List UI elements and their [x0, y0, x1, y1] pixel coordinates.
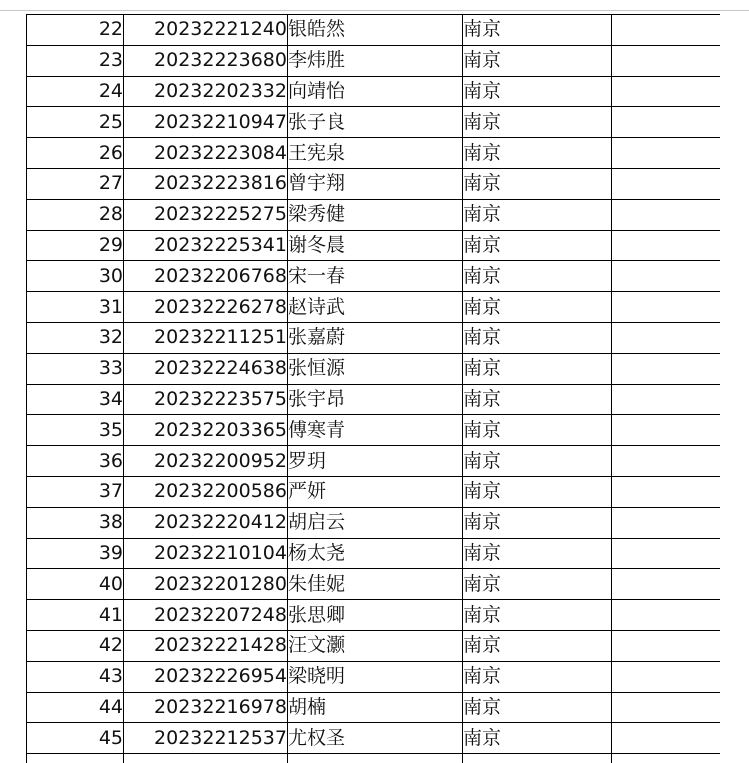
table-row	[27, 261, 721, 292]
student-name-cell: 张嘉蔚	[288, 322, 463, 353]
table-row	[27, 138, 721, 169]
city-cell: 南京	[463, 692, 612, 723]
table-row	[27, 45, 721, 76]
table-row	[27, 569, 721, 600]
city-cell: 南京	[463, 15, 612, 46]
student-id-cell: 20232212537	[124, 723, 288, 754]
student-name-cell: 王宪泉	[288, 138, 463, 169]
student-id-cell: 20232200586	[124, 476, 288, 507]
table-row	[27, 168, 721, 199]
row-number-cell: 28	[27, 199, 124, 230]
student-name-cell: 张子良	[288, 107, 463, 138]
student-name-cell: 杨太尧	[288, 538, 463, 569]
note-cell	[612, 15, 721, 46]
row-number-cell: 44	[27, 692, 124, 723]
student-id-cell: 20232223084	[124, 138, 288, 169]
row-number-cell: 24	[27, 76, 124, 107]
row-number-cell: 30	[27, 261, 124, 292]
student-id-cell: 20232223575	[124, 384, 288, 415]
city-cell: 南京	[463, 507, 612, 538]
city-cell: 南京	[463, 630, 612, 661]
city-cell: 南京	[463, 723, 612, 754]
note-cell	[612, 661, 721, 692]
note-cell	[612, 692, 721, 723]
empty-cell	[27, 754, 124, 763]
empty-cell	[288, 754, 463, 763]
table-row	[27, 107, 721, 138]
row-number-cell: 41	[27, 600, 124, 631]
student-id-cell: 20232223816	[124, 168, 288, 199]
student-id-cell: 20232221240	[124, 15, 288, 46]
page-top-rule	[0, 10, 749, 11]
table-row-partial	[27, 754, 721, 763]
row-number-cell: 38	[27, 507, 124, 538]
table-row	[27, 384, 721, 415]
student-name-cell: 胡楠	[288, 692, 463, 723]
student-name-cell: 尤权圣	[288, 723, 463, 754]
table-row	[27, 692, 721, 723]
document-page	[26, 14, 720, 763]
empty-cell	[463, 754, 612, 763]
student-name-cell: 曾宇翔	[288, 168, 463, 199]
note-cell	[612, 168, 721, 199]
table-row	[27, 723, 721, 754]
student-name-cell: 宋一春	[288, 261, 463, 292]
city-cell: 南京	[463, 230, 612, 261]
row-number-cell: 23	[27, 45, 124, 76]
table-row	[27, 507, 721, 538]
table-row	[27, 446, 721, 477]
student-id-cell: 20232225275	[124, 199, 288, 230]
student-id-cell: 20232202332	[124, 76, 288, 107]
note-cell	[612, 45, 721, 76]
table-row	[27, 353, 721, 384]
student-id-cell: 20232221428	[124, 630, 288, 661]
city-cell: 南京	[463, 45, 612, 76]
table-row	[27, 199, 721, 230]
table-row	[27, 630, 721, 661]
student-id-cell: 20232220412	[124, 507, 288, 538]
student-id-cell: 20232223680	[124, 45, 288, 76]
student-id-cell: 20232203365	[124, 415, 288, 446]
city-cell: 南京	[463, 292, 612, 323]
student-name-cell: 梁晓明	[288, 661, 463, 692]
row-number-cell: 36	[27, 446, 124, 477]
city-cell: 南京	[463, 446, 612, 477]
table-row	[27, 600, 721, 631]
empty-cell	[124, 754, 288, 763]
city-cell: 南京	[463, 538, 612, 569]
note-cell	[612, 199, 721, 230]
note-cell	[612, 415, 721, 446]
note-cell	[612, 76, 721, 107]
student-id-cell: 20232211251	[124, 322, 288, 353]
student-name-cell: 汪文灏	[288, 630, 463, 661]
student-name-cell: 胡启云	[288, 507, 463, 538]
city-cell: 南京	[463, 322, 612, 353]
table-row	[27, 15, 721, 46]
student-id-cell: 20232226954	[124, 661, 288, 692]
row-number-cell: 45	[27, 723, 124, 754]
note-cell	[612, 476, 721, 507]
student-name-cell: 梁秀健	[288, 199, 463, 230]
note-cell	[612, 292, 721, 323]
table-row	[27, 76, 721, 107]
row-number-cell: 22	[27, 15, 124, 46]
table-row	[27, 538, 721, 569]
student-name-cell: 张思卿	[288, 600, 463, 631]
city-cell: 南京	[463, 661, 612, 692]
row-number-cell: 31	[27, 292, 124, 323]
note-cell	[612, 353, 721, 384]
city-cell: 南京	[463, 415, 612, 446]
table-row	[27, 476, 721, 507]
student-id-cell: 20232200952	[124, 446, 288, 477]
row-number-cell: 37	[27, 476, 124, 507]
row-number-cell: 32	[27, 322, 124, 353]
note-cell	[612, 230, 721, 261]
student-id-cell: 20232206768	[124, 261, 288, 292]
row-number-cell: 42	[27, 630, 124, 661]
row-number-cell: 25	[27, 107, 124, 138]
row-number-cell: 29	[27, 230, 124, 261]
city-cell: 南京	[463, 261, 612, 292]
student-id-cell: 20232210104	[124, 538, 288, 569]
note-cell	[612, 384, 721, 415]
city-cell: 南京	[463, 76, 612, 107]
note-cell	[612, 107, 721, 138]
note-cell	[612, 569, 721, 600]
student-id-cell: 20232226278	[124, 292, 288, 323]
student-id-cell: 20232207248	[124, 600, 288, 631]
table-row	[27, 661, 721, 692]
note-cell	[612, 630, 721, 661]
student-id-cell: 20232225341	[124, 230, 288, 261]
student-id-cell: 20232216978	[124, 692, 288, 723]
student-name-cell: 严妍	[288, 476, 463, 507]
row-number-cell: 26	[27, 138, 124, 169]
student-roster-table	[26, 14, 720, 763]
row-number-cell: 39	[27, 538, 124, 569]
note-cell	[612, 322, 721, 353]
city-cell: 南京	[463, 168, 612, 199]
row-number-cell: 33	[27, 353, 124, 384]
city-cell: 南京	[463, 476, 612, 507]
city-cell: 南京	[463, 353, 612, 384]
student-name-cell: 朱佳妮	[288, 569, 463, 600]
city-cell: 南京	[463, 107, 612, 138]
table-row	[27, 415, 721, 446]
note-cell	[612, 261, 721, 292]
note-cell	[612, 723, 721, 754]
row-number-cell: 27	[27, 168, 124, 199]
student-name-cell: 银皓然	[288, 15, 463, 46]
row-number-cell: 35	[27, 415, 124, 446]
city-cell: 南京	[463, 384, 612, 415]
city-cell: 南京	[463, 569, 612, 600]
note-cell	[612, 600, 721, 631]
city-cell: 南京	[463, 600, 612, 631]
student-name-cell: 张恒源	[288, 353, 463, 384]
note-cell	[612, 538, 721, 569]
row-number-cell: 43	[27, 661, 124, 692]
city-cell: 南京	[463, 138, 612, 169]
table-row	[27, 322, 721, 353]
table-row	[27, 292, 721, 323]
empty-cell	[612, 754, 721, 763]
student-name-cell: 傅寒青	[288, 415, 463, 446]
table-row	[27, 230, 721, 261]
student-name-cell: 张宇昂	[288, 384, 463, 415]
note-cell	[612, 507, 721, 538]
city-cell: 南京	[463, 199, 612, 230]
student-name-cell: 谢冬晨	[288, 230, 463, 261]
student-id-cell: 20232224638	[124, 353, 288, 384]
roster-body	[27, 15, 721, 763]
student-name-cell: 李炜胜	[288, 45, 463, 76]
student-name-cell: 向靖怡	[288, 76, 463, 107]
student-name-cell: 赵诗武	[288, 292, 463, 323]
student-id-cell: 20232210947	[124, 107, 288, 138]
note-cell	[612, 138, 721, 169]
note-cell	[612, 446, 721, 477]
row-number-cell: 40	[27, 569, 124, 600]
student-name-cell: 罗玥	[288, 446, 463, 477]
row-number-cell: 34	[27, 384, 124, 415]
student-id-cell: 20232201280	[124, 569, 288, 600]
